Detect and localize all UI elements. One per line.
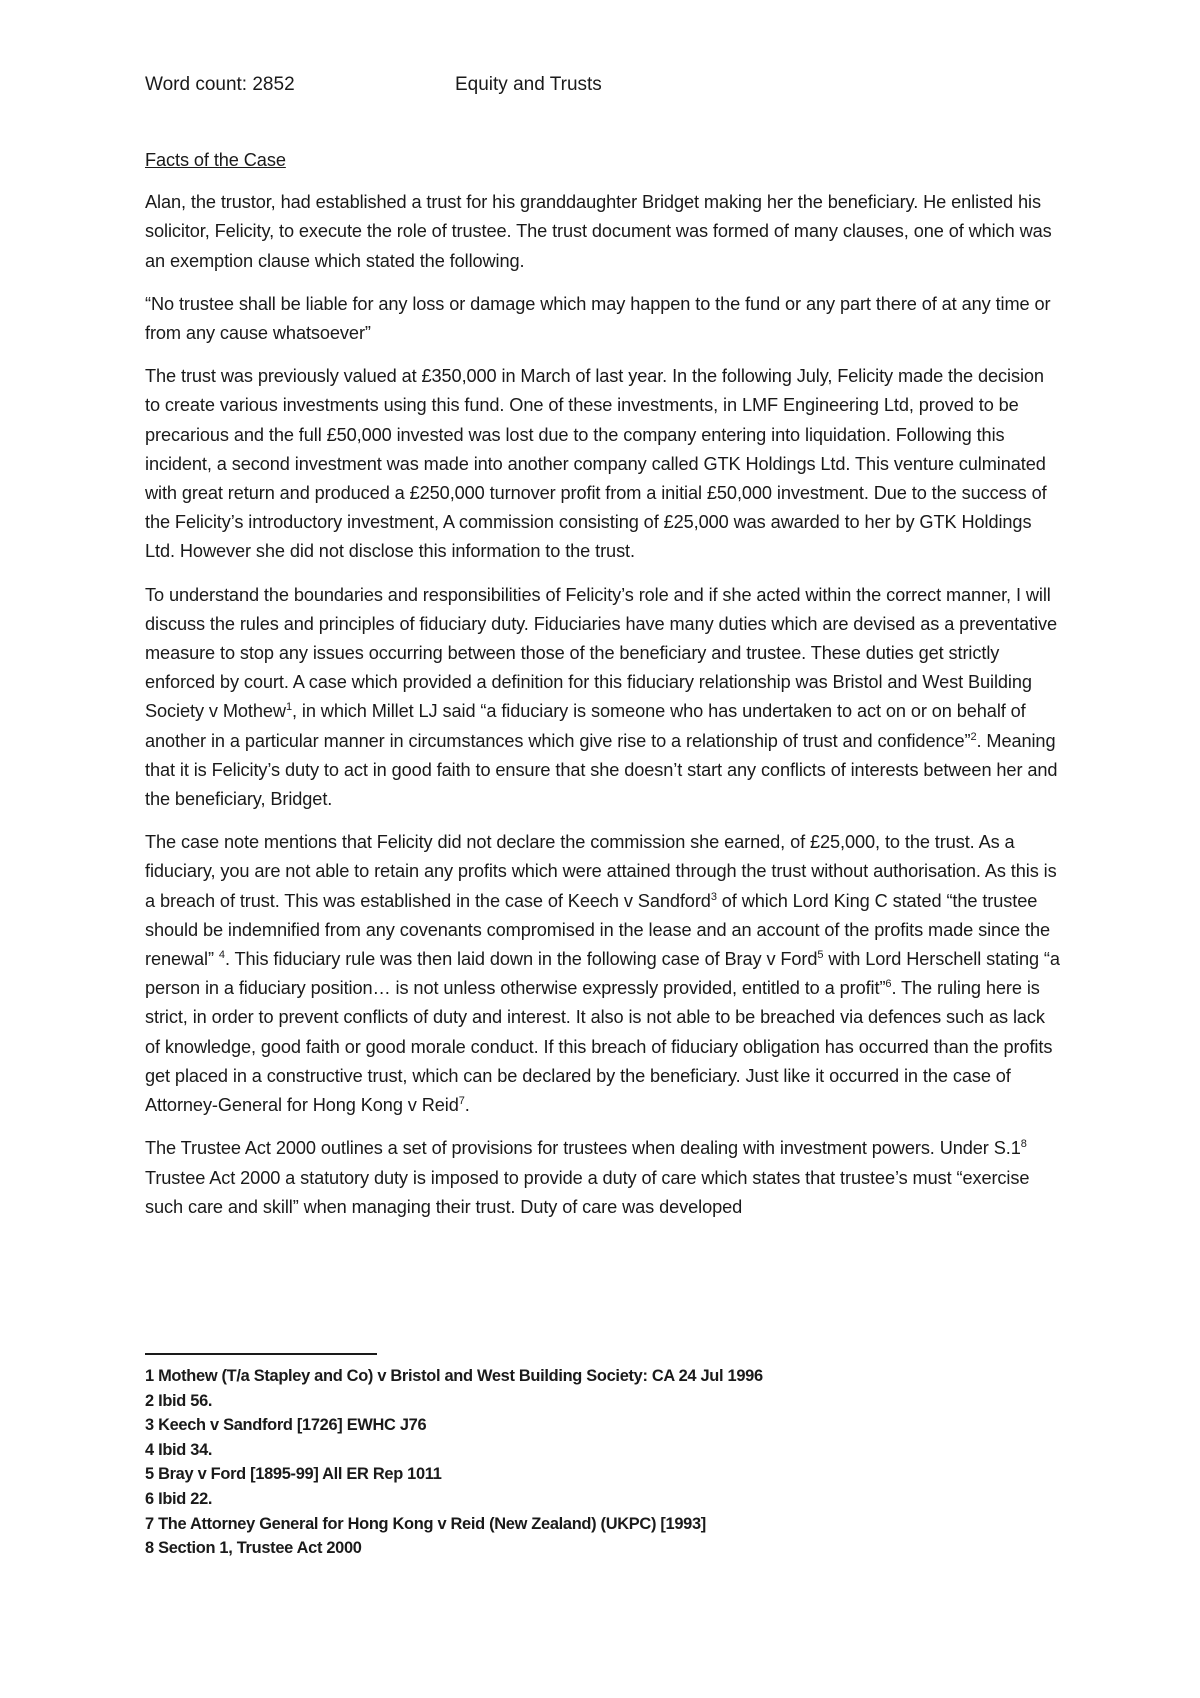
footnote-4: 4 Ibid 34. [145,1440,213,1459]
footnote-8: 8 Section 1, Trustee Act 2000 [145,1539,362,1558]
text-run: The case note mentions that Felicity did not declare the commission she earned, of £25,000, to the trust. As a fiduciary, you are not able to retain any profits which were attained through the trust without authorisation. As this is a breach of trust. This was established in the case of Keech v Sandford [145,832,1057,911]
footnote-ref-6: 6 [885,978,892,991]
footnote-ref-3: 3 [710,890,717,903]
footnote-ref-5: 5 [817,949,824,962]
paragraph-exemption-quote: “No trustee shall be liable for any loss or damage which may happen to the fund or any part there of at any time or from any cause whatsoever” [145,293,1051,344]
footnote-7: 7 The Attorney General for Hong Kong v Reid (New Zealand) (UKPC) [1993] [145,1514,706,1533]
document-title: Equity and Trusts [455,74,602,95]
footnote-1: 1 Mothew (T/a Stapley and Co) v Bristol and West Building Society: CA 24 Jul 1996 [145,1367,763,1385]
text-run: of which Lord King C stated “the trustee should be indemnified from any covenants compromised in the lease and an account of the profits made since the renewal” [145,890,1050,970]
text-run: . Meaning that it is Felicity’s duty to act in good faith to ensure that she doesn’t start any conflicts of interests between her and the beneficiary, Bridget. [145,730,1058,810]
footnote-ref-2: 2 [970,730,977,743]
footnote-ref-8: 8 [1020,1138,1027,1151]
text-run: To understand the boundaries and responsibilities of Felicity’s role and if she acted within the correct manner, I will discuss the rules and principles of fiduciary duty. Fiduciaries have many duties which are devised as a preventative measure to stop any issues occurring between those of the beneficiary and trustee. These duties get strictly enforced by court. A case which provided a definition for this fiduciary relationship was Bristol and West Building Society v Mothew [145,584,1058,722]
paragraph-commission [145,828,1060,1120]
paragraph-fiduciary-duty [145,581,1060,815]
text-run: The Trustee Act 2000 outlines a set of provisions for trustees when dealing with investment powers. Under S.1 [145,1138,1021,1159]
paragraph-trustee-act [145,1134,1060,1222]
page-header [145,74,602,96]
section-heading: Facts of the Case [145,150,286,170]
text-run: , in which Millet LJ said “a fiduciary is someone who has undertaken to act on or on behalf of another in a particular manner in circumstances which give rise to a relationship of trust and confidence” [145,701,1026,751]
text-run: . The ruling here is strict, in order to prevent conflicts of duty and interest. It also is not able to be breached via defences such as lack of knowledge, good faith or good morale conduct. If this breach of fiduciary obligation has occurred than the profits get placed in a constructive trust, which can be declared by the beneficiary. Just like it occurred in the case of Attorney-General for Hong Kong v Reid [145,978,1053,1116]
footnote-separator [145,1353,377,1355]
footnotes [145,1364,763,1561]
footnote-2: 2 Ibid 56. [145,1391,213,1410]
footnote-3: 3 Keech v Sandford [1726] EWHC J76 [145,1416,427,1435]
document-body [145,146,1060,1236]
text-run: . [464,1095,470,1116]
text-run: . This fiduciary rule was then laid down in the following case of Bray v Ford [224,949,818,970]
text-run: with Lord Herschell stating “a person in a fiduciary position… is not unless otherwise expressly provided, entitled to a profit” [145,949,1060,999]
paragraph-investments: The trust was previously valued at £350,000 in March of last year. In the following July, Felicity made the decision to create various investments using this fund. One of these investments, in LMF Engineering Ltd, proved to be precarious and the full £50,000 invested was lost due to the company entering into liquidation. Following this incident, a second investment was made into another company called GTK Holdings Ltd. This venture culminated with great return and produced a £250,000 turnover profit from a initial £50,000 investment. Due to the success of the Felicity’s introductory investment, A commission consisting of £25,000 was awarded to her by GTK Holdings Ltd. However she did not disclose this information to the trust. [145,366,1047,562]
footnote-ref-1: 1 [285,701,292,714]
text-run: Trustee Act 2000 a statutory duty is imposed to provide a duty of care which states that trustee’s must “exercise such care and skill” when managing their trust. Duty of care was developed [145,1167,1030,1217]
footnote-ref-7: 7 [458,1095,465,1108]
word-count: Word count: 2852 [145,74,295,95]
footnote-6: 6 Ibid 22. [145,1489,213,1508]
footnote-5: 5 Bray v Ford [1895-99] All ER Rep 1011 [145,1465,442,1484]
footnote-ref-4: 4 [218,949,225,962]
paragraph-facts: Alan, the trustor, had established a trust for his granddaughter Bridget making her the beneficiary. He enlisted his solicitor, Felicity, to execute the role of trustee. The trust document was formed of many clauses, one of which was an exemption clause which stated the following. [145,192,1052,271]
